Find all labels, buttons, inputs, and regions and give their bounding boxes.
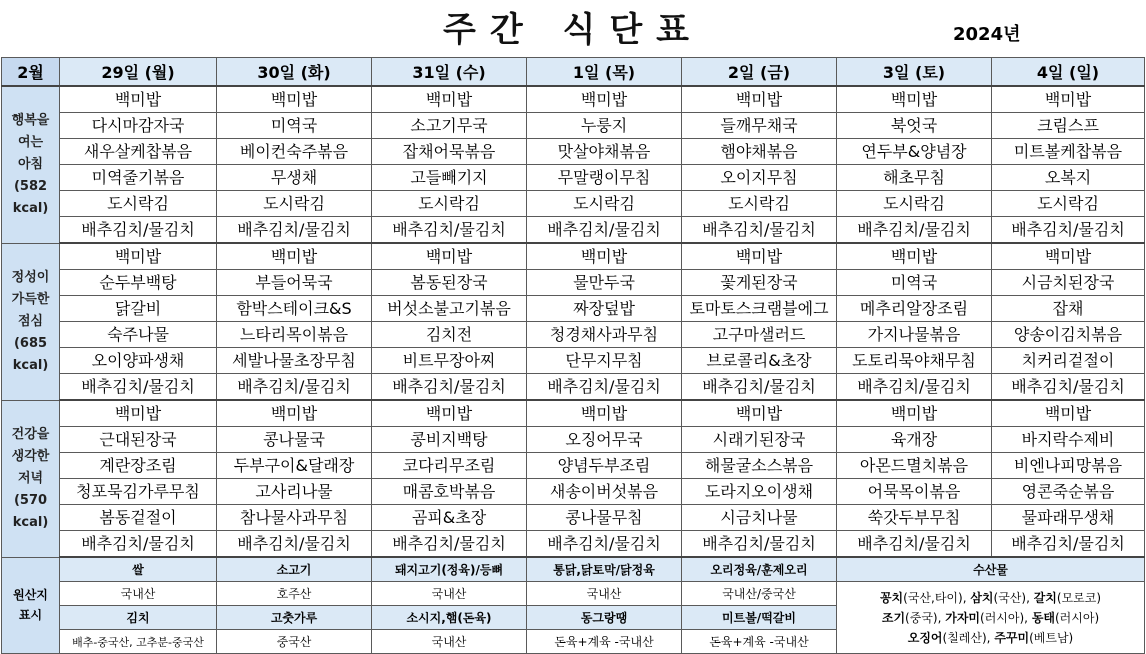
breakfast-dish: 백미밥 bbox=[217, 86, 372, 113]
lunch-label-line: (685 bbox=[13, 335, 48, 351]
lunch-dish: 짜장덮밥 bbox=[527, 296, 682, 322]
seafood-name: 갈치 bbox=[1033, 590, 1057, 605]
breakfast-dish: 해초무침 bbox=[837, 165, 992, 191]
breakfast-label-line: 아침 bbox=[17, 156, 44, 172]
breakfast-dish: 연두부&양념장 bbox=[837, 139, 992, 165]
breakfast-dish: 백미밥 bbox=[992, 86, 1145, 113]
lunch-dish: 시금치된장국 bbox=[992, 270, 1145, 296]
lunch-dish: 단무지무침 bbox=[527, 348, 682, 374]
dinner-label-line: kcal) bbox=[12, 514, 49, 530]
lunch-dish: 백미밥 bbox=[837, 243, 992, 270]
lunch-row bbox=[2, 270, 1145, 296]
day-header: 29일 (월) bbox=[60, 58, 217, 87]
origin-value: 국내산/중국산 bbox=[682, 582, 837, 606]
dinner-dish: 배추김치/물김치 bbox=[60, 531, 217, 558]
dinner-dish: 물파래무생채 bbox=[992, 505, 1145, 531]
breakfast-dish: 배추김치/물김치 bbox=[217, 217, 372, 244]
dinner-dish: 배추김치/물김치 bbox=[837, 531, 992, 558]
lunch-dish: 물만두국 bbox=[527, 270, 682, 296]
dinner-dish: 백미밥 bbox=[527, 400, 682, 427]
day-header: 1일 (목) bbox=[527, 58, 682, 87]
seafood-line: 조기(중국), 가자미(러시아), 동태(러시아) bbox=[881, 610, 1100, 625]
breakfast-dish: 백미밥 bbox=[527, 86, 682, 113]
breakfast-dish: 새우살케찹볶음 bbox=[60, 139, 217, 165]
lunch-dish: 브로콜리&초장 bbox=[682, 348, 837, 374]
origin-label bbox=[2, 557, 60, 654]
seafood-name: 오징어 bbox=[907, 630, 943, 645]
page-title: 주간 식단표 bbox=[442, 10, 704, 50]
breakfast-dish: 도시락김 bbox=[60, 191, 217, 217]
breakfast-dish: 미역줄기볶음 bbox=[60, 165, 217, 191]
breakfast-dish: 배추김치/물김치 bbox=[682, 217, 837, 244]
dinner-dish: 도라지오이생채 bbox=[682, 479, 837, 505]
breakfast-dish: 백미밥 bbox=[682, 86, 837, 113]
dinner-dish: 코다리무조림 bbox=[372, 453, 527, 479]
origin-label-line: 표시 bbox=[18, 608, 43, 623]
dinner-dish: 백미밥 bbox=[837, 400, 992, 427]
lunch-dish: 숙주나물 bbox=[60, 322, 217, 348]
lunch-dish: 고구마샐러드 bbox=[682, 322, 837, 348]
breakfast-dish: 도시락김 bbox=[372, 191, 527, 217]
lunch-dish: 배추김치/물김치 bbox=[992, 374, 1145, 401]
dinner-dish: 참나물사과무침 bbox=[217, 505, 372, 531]
day-header: 3일 (토) bbox=[837, 58, 992, 87]
dinner-dish: 어묵목이볶음 bbox=[837, 479, 992, 505]
dinner-dish: 두부구이&달래장 bbox=[217, 453, 372, 479]
origin-head: 고춧가루 bbox=[217, 606, 372, 630]
dinner-row bbox=[2, 505, 1145, 531]
breakfast-label-line: 여는 bbox=[17, 134, 44, 150]
lunch-dish: 봄동된장국 bbox=[372, 270, 527, 296]
lunch-label-line: 가득한 bbox=[11, 291, 50, 307]
seafood-name: 조기 bbox=[881, 610, 906, 625]
lunch-label-line: 정성이 bbox=[11, 269, 50, 285]
breakfast-dish: 백미밥 bbox=[60, 86, 217, 113]
lunch-dish: 배추김치/물김치 bbox=[527, 374, 682, 401]
lunch-dish: 백미밥 bbox=[992, 243, 1145, 270]
seafood-name: 꽁치 bbox=[879, 590, 904, 605]
seafood-origin: (모로코) bbox=[1056, 590, 1102, 605]
dinner-dish: 쑥갓두부무침 bbox=[837, 505, 992, 531]
origin-head: 미트볼/떡갈비 bbox=[682, 606, 837, 630]
dinner-dish: 근대된장국 bbox=[60, 427, 217, 453]
lunch-row bbox=[2, 243, 1145, 270]
origin-head: 쌀 bbox=[60, 557, 217, 582]
dinner-dish: 콩나물무침 bbox=[527, 505, 682, 531]
breakfast-dish: 북엇국 bbox=[837, 113, 992, 139]
breakfast-dish: 무생채 bbox=[217, 165, 372, 191]
breakfast-label-line: 행복을 bbox=[11, 112, 50, 128]
dinner-row bbox=[2, 427, 1145, 453]
origin-head: 오리정육/훈제오리 bbox=[682, 557, 837, 582]
lunch-row bbox=[2, 374, 1145, 401]
dinner-row bbox=[2, 400, 1145, 427]
origin-section bbox=[2, 557, 1145, 654]
origin-head: 통닭,닭토막/닭정육 bbox=[527, 557, 682, 582]
breakfast-dish: 오복지 bbox=[992, 165, 1145, 191]
dinner-row bbox=[2, 531, 1145, 558]
day-header: 30일 (화) bbox=[217, 58, 372, 87]
lunch-row bbox=[2, 348, 1145, 374]
lunch-dish: 백미밥 bbox=[60, 243, 217, 270]
dinner-dish: 양념두부조림 bbox=[527, 453, 682, 479]
lunch-dish: 배추김치/물김치 bbox=[682, 374, 837, 401]
seafood-origin: (중국) bbox=[905, 610, 938, 625]
lunch-label-line: 점심 bbox=[17, 313, 44, 329]
breakfast-dish: 도시락김 bbox=[837, 191, 992, 217]
origin-value: 돈육+계육 -국내산 bbox=[682, 630, 837, 654]
dinner-dish: 새송이버섯볶음 bbox=[527, 479, 682, 505]
lunch-dish: 도토리묵야채무침 bbox=[837, 348, 992, 374]
dinner-dish: 영콘죽순볶음 bbox=[992, 479, 1145, 505]
dinner-dish: 백미밥 bbox=[60, 400, 217, 427]
breakfast-dish: 베이컨숙주볶음 bbox=[217, 139, 372, 165]
lunch-dish: 비트무장아찌 bbox=[372, 348, 527, 374]
breakfast-label-line: (582 bbox=[13, 178, 48, 194]
lunch-dish: 닭갈비 bbox=[60, 296, 217, 322]
dinner-dish: 매콤호박볶음 bbox=[372, 479, 527, 505]
year-label: 2024년 bbox=[953, 24, 1021, 45]
lunch-row bbox=[2, 296, 1145, 322]
lunch-label-line: kcal) bbox=[12, 357, 49, 373]
seafood-origin: (국산,타이) bbox=[903, 590, 963, 605]
breakfast-dish: 맛살야채볶음 bbox=[527, 139, 682, 165]
breakfast-dish: 잡채어묵볶음 bbox=[372, 139, 527, 165]
breakfast-dish: 도시락김 bbox=[992, 191, 1145, 217]
dinner-label-line: 건강을 bbox=[11, 426, 50, 442]
dinner-label-line: 생각한 bbox=[11, 448, 50, 464]
origin-head: 돼지고기(정육)/등뼈 bbox=[372, 557, 527, 582]
breakfast-dish: 소고기무국 bbox=[372, 113, 527, 139]
dinner-dish: 시래기된장국 bbox=[682, 427, 837, 453]
origin-value: 국내산 bbox=[527, 582, 682, 606]
lunch-dish: 치커리겉절이 bbox=[992, 348, 1145, 374]
seafood-line: 꽁치(국산,타이), 삼치(국산), 갈치(모로코) bbox=[879, 590, 1102, 605]
weekly-menu-table bbox=[1, 57, 1145, 654]
breakfast-dish: 미트볼케찹볶음 bbox=[992, 139, 1145, 165]
dinner-dish: 비엔나피망볶음 bbox=[992, 453, 1145, 479]
breakfast-row bbox=[2, 86, 1145, 113]
breakfast-dish: 도시락김 bbox=[682, 191, 837, 217]
breakfast-dish: 누룽지 bbox=[527, 113, 682, 139]
lunch-dish: 함박스테이크&S bbox=[217, 296, 372, 322]
dinner-row bbox=[2, 453, 1145, 479]
breakfast-label bbox=[2, 86, 60, 243]
dinner-dish: 바지락수제비 bbox=[992, 427, 1145, 453]
origin-value: 배추-중국산, 고추분-중국산 bbox=[60, 630, 217, 654]
lunch-dish: 잡채 bbox=[992, 296, 1145, 322]
breakfast-row bbox=[2, 165, 1145, 191]
dinner-dish: 배추김치/물김치 bbox=[992, 531, 1145, 558]
lunch-dish: 오이양파생채 bbox=[60, 348, 217, 374]
lunch-row bbox=[2, 322, 1145, 348]
lunch-dish: 배추김치/물김치 bbox=[372, 374, 527, 401]
lunch-dish: 가지나물볶음 bbox=[837, 322, 992, 348]
seafood-origin: (베트남) bbox=[1029, 630, 1074, 645]
dinner-dish: 콩나물국 bbox=[217, 427, 372, 453]
seafood-line: 오징어(칠레산), 주꾸미(베트남) bbox=[907, 630, 1074, 645]
breakfast-dish: 고들빼기지 bbox=[372, 165, 527, 191]
seafood-name: 주꾸미 bbox=[994, 630, 1030, 645]
lunch-dish: 백미밥 bbox=[372, 243, 527, 270]
breakfast-dish: 미역국 bbox=[217, 113, 372, 139]
breakfast-dish: 배추김치/물김치 bbox=[527, 217, 682, 244]
lunch-dish: 청경채사과무침 bbox=[527, 322, 682, 348]
breakfast-dish: 백미밥 bbox=[372, 86, 527, 113]
day-header: 2일 (금) bbox=[682, 58, 837, 87]
lunch-dish: 느타리목이볶음 bbox=[217, 322, 372, 348]
lunch-dish: 양송이김치볶음 bbox=[992, 322, 1145, 348]
dinner-dish: 백미밥 bbox=[992, 400, 1145, 427]
lunch-dish: 버섯소불고기볶음 bbox=[372, 296, 527, 322]
breakfast-row bbox=[2, 217, 1145, 244]
lunch-dish: 순두부백탕 bbox=[60, 270, 217, 296]
breakfast-dish: 들깨무채국 bbox=[682, 113, 837, 139]
breakfast-dish: 배추김치/물김치 bbox=[372, 217, 527, 244]
seafood-name: 삼치 bbox=[970, 590, 994, 605]
dinner-dish: 계란장조림 bbox=[60, 453, 217, 479]
dinner-dish: 배추김치/물김치 bbox=[682, 531, 837, 558]
seafood-list bbox=[837, 582, 1145, 654]
origin-head: 소시지,햄(돈육) bbox=[372, 606, 527, 630]
breakfast-dish: 배추김치/물김치 bbox=[992, 217, 1145, 244]
dinner-dish: 봄동겉절이 bbox=[60, 505, 217, 531]
month-header: 2월 bbox=[2, 58, 60, 87]
origin-head: 동그랑땡 bbox=[527, 606, 682, 630]
breakfast-row bbox=[2, 139, 1145, 165]
lunch-dish: 토마토스크램블에그 bbox=[682, 296, 837, 322]
dinner-dish: 배추김치/물김치 bbox=[372, 531, 527, 558]
origin-value: 국내산 bbox=[372, 630, 527, 654]
dinner-dish: 시금치나물 bbox=[682, 505, 837, 531]
seafood-origin: (러시아) bbox=[980, 610, 1025, 625]
breakfast-dish: 다시마감자국 bbox=[60, 113, 217, 139]
seafood-head: 수산물 bbox=[837, 557, 1145, 582]
origin-value: 중국산 bbox=[217, 630, 372, 654]
lunch-dish: 백미밥 bbox=[217, 243, 372, 270]
lunch-dish: 꽃게된장국 bbox=[682, 270, 837, 296]
seafood-name: 동태 bbox=[1031, 610, 1055, 625]
breakfast-dish: 오이지무침 bbox=[682, 165, 837, 191]
dinner-dish: 배추김치/물김치 bbox=[217, 531, 372, 558]
origin-head: 소고기 bbox=[217, 557, 372, 582]
breakfast-row bbox=[2, 191, 1145, 217]
dinner-dish: 곰피&초장 bbox=[372, 505, 527, 531]
dinner-row bbox=[2, 479, 1145, 505]
dinner-label bbox=[2, 400, 60, 557]
lunch-dish: 부들어묵국 bbox=[217, 270, 372, 296]
lunch-dish: 백미밥 bbox=[527, 243, 682, 270]
origin-label-line: 원산지 bbox=[13, 588, 48, 603]
dinner-dish: 백미밥 bbox=[682, 400, 837, 427]
dinner-dish: 콩비지백탕 bbox=[372, 427, 527, 453]
dinner-dish: 백미밥 bbox=[217, 400, 372, 427]
title-bar bbox=[0, 0, 1146, 56]
dinner-label-line: (570 bbox=[13, 492, 48, 508]
breakfast-dish: 배추김치/물김치 bbox=[60, 217, 217, 244]
dinner-dish: 해물굴소스볶음 bbox=[682, 453, 837, 479]
lunch-label bbox=[2, 243, 60, 400]
dinner-label-line: 저녁 bbox=[17, 470, 44, 486]
origin-value: 호주산 bbox=[217, 582, 372, 606]
breakfast-dish: 백미밥 bbox=[837, 86, 992, 113]
lunch-dish: 배추김치/물김치 bbox=[837, 374, 992, 401]
lunch-dish: 세발나물초장무침 bbox=[217, 348, 372, 374]
breakfast-dish: 도시락김 bbox=[527, 191, 682, 217]
dinner-dish: 육개장 bbox=[837, 427, 992, 453]
origin-value: 국내산 bbox=[60, 582, 217, 606]
day-header: 4일 (일) bbox=[992, 58, 1145, 87]
breakfast-dish: 크림스프 bbox=[992, 113, 1145, 139]
lunch-dish: 미역국 bbox=[837, 270, 992, 296]
breakfast-dish: 도시락김 bbox=[217, 191, 372, 217]
lunch-dish: 백미밥 bbox=[682, 243, 837, 270]
dinner-dish: 배추김치/물김치 bbox=[527, 531, 682, 558]
seafood-origin: (러시아) bbox=[1055, 610, 1100, 625]
dinner-dish: 고사리나물 bbox=[217, 479, 372, 505]
breakfast-dish: 햄야채볶음 bbox=[682, 139, 837, 165]
breakfast-row bbox=[2, 113, 1145, 139]
origin-value: 국내산 bbox=[372, 582, 527, 606]
dinner-dish: 청포묵김가루무침 bbox=[60, 479, 217, 505]
breakfast-dish: 무말랭이무침 bbox=[527, 165, 682, 191]
seafood-name: 가자미 bbox=[945, 610, 981, 625]
lunch-dish: 메추리알장조림 bbox=[837, 296, 992, 322]
lunch-dish: 배추김치/물김치 bbox=[60, 374, 217, 401]
origin-head: 김치 bbox=[60, 606, 217, 630]
lunch-dish: 김치전 bbox=[372, 322, 527, 348]
lunch-dish: 배추김치/물김치 bbox=[217, 374, 372, 401]
seafood-origin: (칠레산) bbox=[942, 630, 987, 645]
origin-value: 돈육+계육 -국내산 bbox=[527, 630, 682, 654]
breakfast-label-line: kcal) bbox=[12, 200, 49, 216]
day-header: 31일 (수) bbox=[372, 58, 527, 87]
breakfast-dish: 배추김치/물김치 bbox=[837, 217, 992, 244]
dinner-dish: 오징어무국 bbox=[527, 427, 682, 453]
dinner-dish: 백미밥 bbox=[372, 400, 527, 427]
dinner-dish: 아몬드멸치볶음 bbox=[837, 453, 992, 479]
seafood-origin: (국산) bbox=[993, 590, 1027, 605]
header-row bbox=[2, 58, 1145, 87]
